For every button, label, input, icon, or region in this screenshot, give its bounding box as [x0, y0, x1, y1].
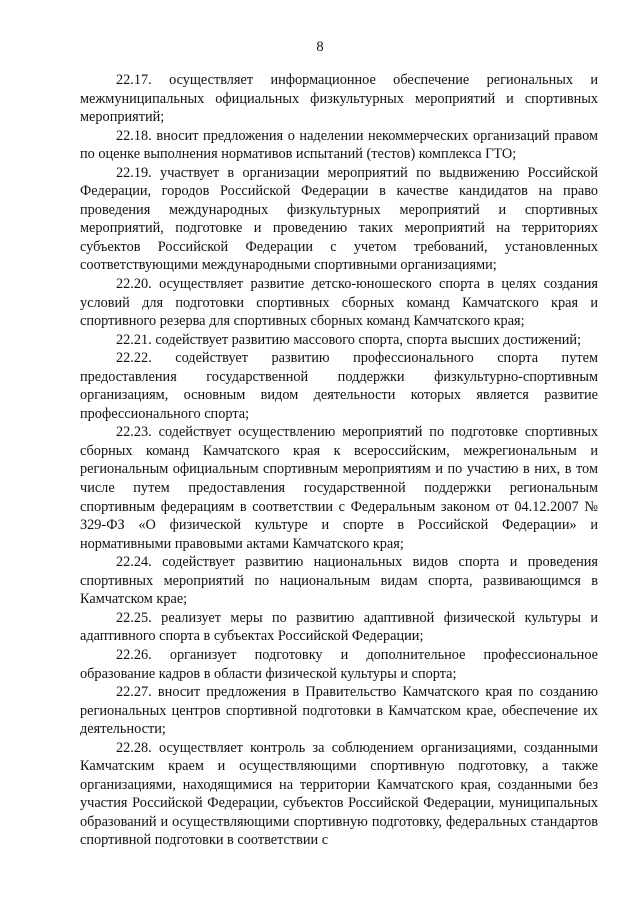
paragraph-22-25: 22.25. реализует меры по развитию адаптивной физической культуры и адаптивного спорта в субъектах Российской Федерации; [80, 609, 598, 645]
paragraph-22-17: 22.17. осуществляет информационное обеспечение региональных и межмуниципальных официальных физкультурных мероприятий и спортивных мероприятий; [80, 72, 598, 126]
paragraph-22-21: 22.21. содействует развитию массового спорта, спорта высших достижений; [116, 331, 582, 348]
paragraph-22-18: 22.18. вносит предложения о наделении некоммерческих организаций правом по оценке выполнения нормативов испытаний (тестов) комплекса ГТО; [80, 127, 598, 163]
document-body [80, 71, 598, 850]
paragraph-22-23: 22.23. содействует осуществлению мероприятий по подготовке спортивных сборных команд Камчатского края к всероссийским, межрегиональным и региональным официальным спортивным мероприятиям и по участию в них, в том числе путем предоставления государственной поддержки региональным спортивным федерациям в соответствии с Федеральным законом от 04.12.2007 № 329-ФЗ «О физической культуре и спорте в Российской Федерации» и нормативными правовыми актами Камчатского края; [80, 424, 598, 552]
paragraph-22-27: 22.27. вносит предложения в Правительство Камчатского края по созданию региональных центров спортивной подготовки в Камчатском крае, обеспечение их деятельности; [80, 684, 598, 738]
paragraph-22-19: 22.19. участвует в организации мероприятий по выдвижению Российской Федерации, городов Российской Федерации в качестве кандидатов на право проведения международных физкультурных мероприятий и спортивных мероприятий, подготовке и проведению таких мероприятий на территориях субъектов Российской Федерации с учетом требований, установленных соответствующими международными спортивными организациями; [80, 164, 598, 274]
paragraph-22-28: 22.28. осуществляет контроль за соблюдением организациями, созданными Камчатским краем и осуществляющими спортивную подготовку, а также организациями, находящимися на территории Камчатского края, созданными без участия Российской Федерации, субъектов Российской Федерации, муниципальных образований и осуществляющими спортивную подготовку, федеральных стандартов спортивной подготовки в соответствии с [80, 739, 598, 849]
page-number: 8 [316, 39, 324, 55]
paragraph-22-24: 22.24. содействует развитию национальных видов спорта и проведения спортивных мероприятий по национальным видам спорта, развивающимся в Камчатском крае; [80, 554, 598, 608]
paragraph-22-22: 22.22. содействует развитию профессионального спорта путем предоставления государственной поддержки физкультурно-спортивным организациям, основным видом деятельности которых является развитие профессионального спорта; [80, 350, 598, 422]
paragraph-22-26: 22.26. организует подготовку и дополнительное профессиональное образование кадров в области физической культуры и спорта; [80, 646, 598, 682]
paragraph-22-20: 22.20. осуществляет развитие детско-юношеского спорта в целях создания условий для подготовки спортивных сборных команд Камчатского края и спортивного резерва для спортивных сборных команд Камчатского края; [80, 276, 598, 330]
